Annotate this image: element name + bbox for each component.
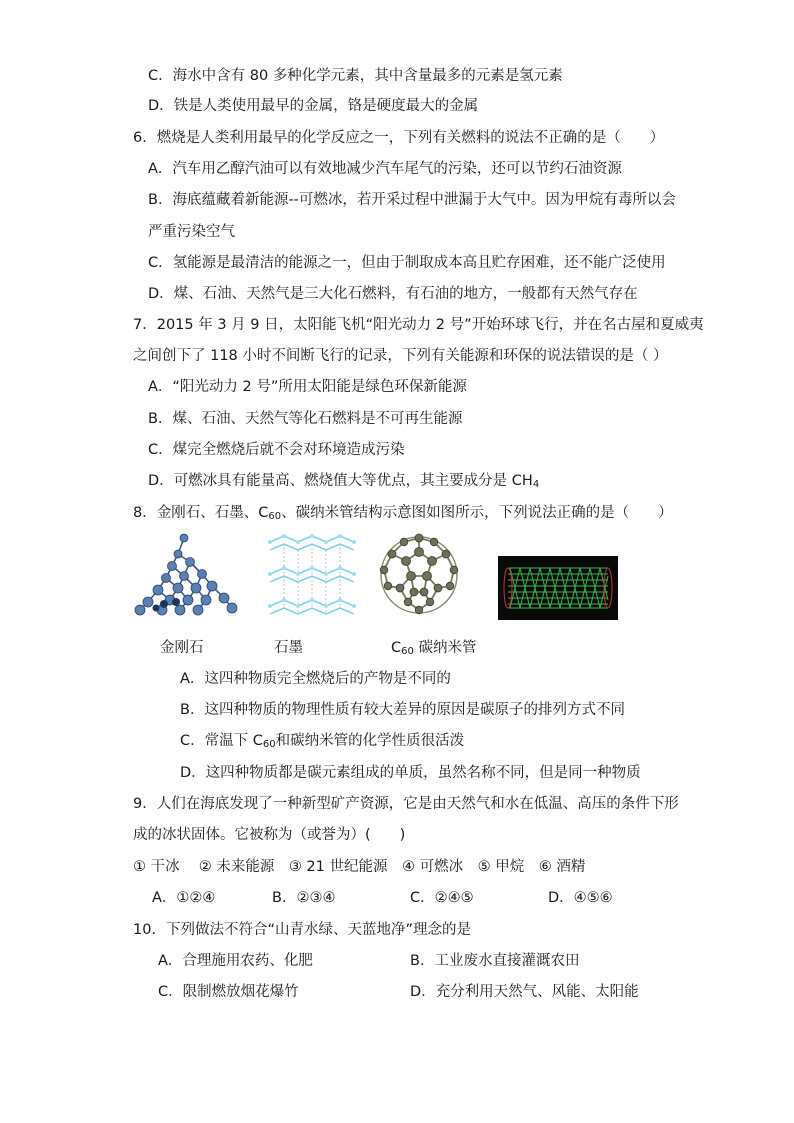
graphite-structure-figure xyxy=(262,530,362,618)
q6-option-d: D．煤、石油、天然气是三大化石燃料，有石油的地方，一般都有天然气存在 xyxy=(148,286,638,302)
q10-option-a: A．合理施用农药、化肥 xyxy=(158,953,313,969)
q10-stem: 10．下列做法不符合“山青水绿、天蓝地净”理念的是 xyxy=(133,922,471,938)
q9-items: ① 干冰 ② 未来能源 ③ 21 世纪能源 ④ 可燃冰 ⑤ 甲烷 ⑥ 酒精 xyxy=(133,859,586,875)
q8-option-c: C．常温下 $C_{60}$和碳纳米管的化学性质很活泼 xyxy=(180,733,465,750)
diamond-structure-figure xyxy=(128,528,246,620)
q9-option-c: C．②④⑤ xyxy=(410,890,474,906)
q9-stem-line2: 成的冰状固体。它被称为（或誉为）( ) xyxy=(133,827,406,843)
q10-option-b: B．工业废水直接灌溉农田 xyxy=(410,953,580,969)
q9-stem-line1: 9．人们在海底发现了一种新型矿产资源，它是由天然气和水在低温、高压的条件下形 xyxy=(133,796,679,812)
q6-option-b-line1: B．海底蕴藏着新能源--可燃冰，若开采过程中泄漏于大气中。因为甲烷有毒所以会 xyxy=(148,192,676,208)
q10-option-c: C．限制燃放烟花爆竹 xyxy=(158,984,299,1000)
q6-option-c: C．氢能源是最清洁的能源之一，但由于制取成本高且贮存困难，还不能广泛使用 xyxy=(148,255,666,271)
q9-option-a: A．①②④ xyxy=(152,890,216,906)
q8-stem: 8．金刚石、石墨、$C_{60}$、碳纳米管结构示意图如图所示，下列说法正确的是（ ） xyxy=(133,505,673,522)
label-graphite: 石墨 xyxy=(274,640,303,656)
q5-option-d: D．铁是人类使用最早的金属，铬是硬度最大的金属 xyxy=(148,98,479,114)
q7-stem-line1: 7．2015 年 3 月 9 日，太阳能飞机“阳光动力 2 号”开始环球飞行，并在名古屋和夏威夷 xyxy=(133,317,704,333)
q7-option-c: C．煤完全燃烧后就不会对环境造成污染 xyxy=(148,442,405,458)
q6-stem: 6．燃烧是人类利用最早的化学反应之一，下列有关燃料的说法不正确的是（ ） xyxy=(133,130,665,146)
q6-option-a: A．汽车用乙醇汽油可以有效地减少汽车尾气的污染，还可以节约石油资源 xyxy=(148,161,622,177)
q9-option-d: D．④⑤⑥ xyxy=(548,890,613,906)
q5-option-c: C．海水中含有 80 多种化学元素，其中含量最多的元素是氢元素 xyxy=(148,68,563,84)
q7-option-d: D．可燃冰具有能量高、燃烧值大等优点，其主要成分是 $CH_4$ xyxy=(148,473,540,490)
q7-stem-line2: 之间创下了 118 小时不间断飞行的记录，下列有关能源和环保的说法错误的是（ ） xyxy=(133,348,668,364)
q8-option-d: D．这四种物质都是碳元素组成的单质，虽然名称不同，但是同一种物质 xyxy=(180,765,641,781)
q10-option-d: D．充分利用天然气、风能、太阳能 xyxy=(410,984,639,1000)
label-c60-nanotube: $C_{60}$ 碳纳米管 xyxy=(391,640,477,657)
q8-option-a: A．这四种物质完全燃烧后的产物是不同的 xyxy=(180,671,451,687)
q7-option-b: B．煤、石油、天然气等化石燃料是不可再生能源 xyxy=(148,411,463,427)
q8-option-b: B．这四种物质的物理性质有较大差异的原因是碳原子的排列方式不同 xyxy=(180,702,625,718)
label-diamond: 金刚石 xyxy=(160,640,204,656)
carbon-nanotube-figure xyxy=(498,556,618,620)
q6-option-b-line2: 严重污染空气 xyxy=(148,224,235,240)
q9-option-b: B．②③④ xyxy=(272,890,336,906)
c60-fullerene-figure xyxy=(374,530,464,620)
q7-option-a: A．“阳光动力 2 号”所用太阳能是绿色环保新能源 xyxy=(148,379,467,395)
